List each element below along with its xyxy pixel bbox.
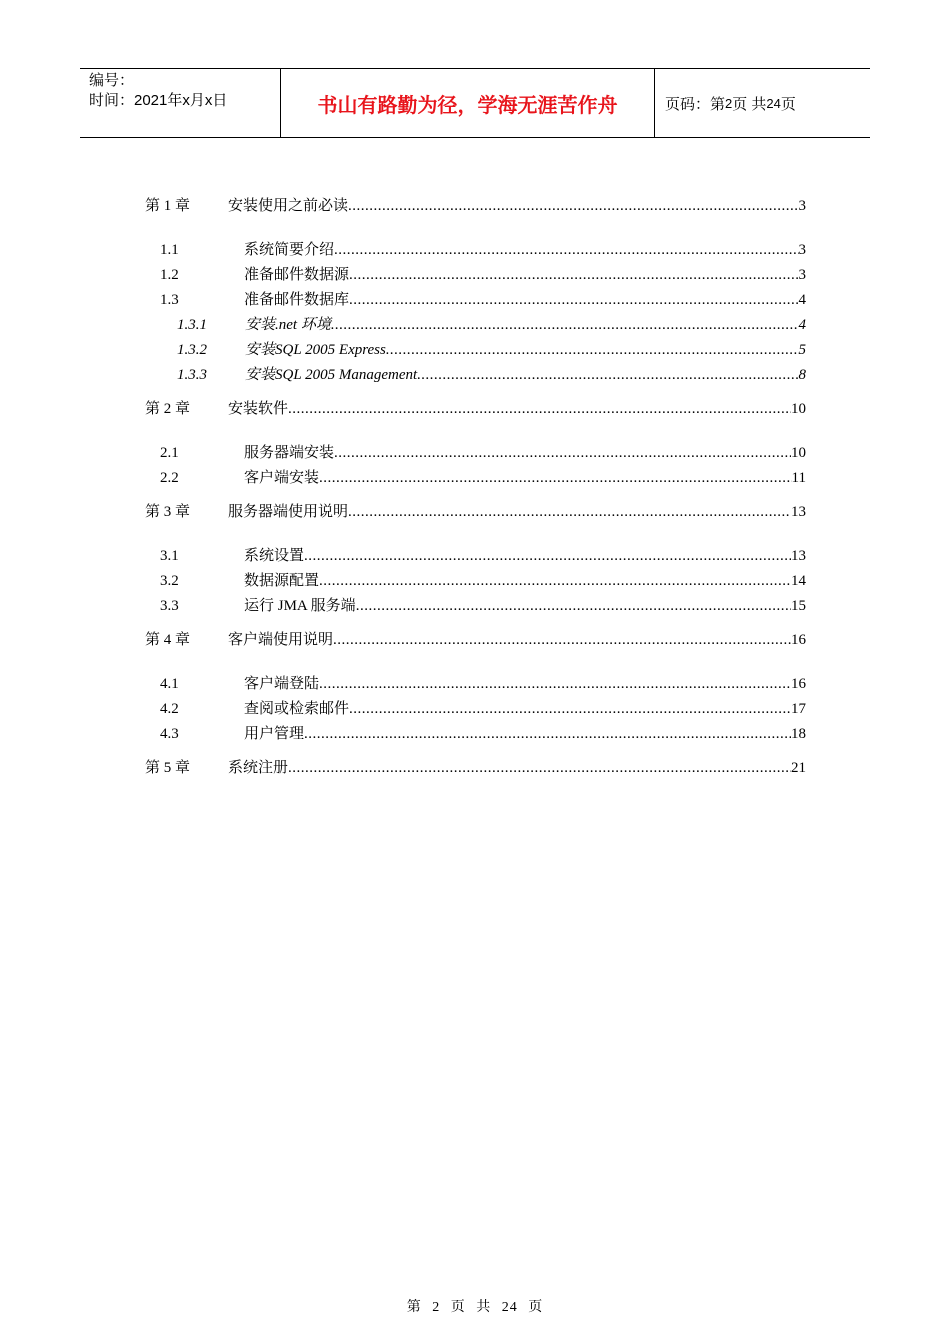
toc-entry[interactable] — [145, 544, 806, 566]
toc-entry-page: 8 — [798, 367, 806, 383]
page-mid: 页 共 — [732, 95, 767, 113]
toc-leader-dots — [348, 198, 798, 215]
time-label: 时间：2021年x月x日 — [89, 92, 228, 109]
toc-entry-page: 18 — [791, 726, 806, 742]
page-total: 24 — [766, 95, 781, 111]
toc-entry-title: 服务器端安装 — [244, 445, 335, 461]
toc-leader-dots — [288, 760, 791, 777]
toc-entry-page: 17 — [791, 701, 806, 717]
toc-entry[interactable] — [145, 466, 806, 488]
toc-leader-dots — [331, 317, 799, 334]
toc-entry[interactable] — [145, 363, 806, 385]
toc-entry[interactable] — [145, 288, 806, 310]
toc-entry-number: 第 1 章 — [145, 198, 191, 214]
toc-leader-dots — [334, 445, 791, 462]
toc-entry-number: 第 5 章 — [145, 760, 191, 776]
toc-entry-number: 3.2 — [160, 573, 179, 589]
page-suffix: 页 — [780, 95, 796, 113]
header-page-info — [655, 69, 870, 137]
toc-entry-page: 3 — [798, 198, 806, 214]
toc-entry-title: 客户端使用说明 — [228, 632, 334, 648]
page-current: 2 — [725, 95, 733, 111]
toc-entry-page: 15 — [791, 598, 806, 614]
toc-leader-dots — [333, 632, 791, 649]
footer-mid1: 页 — [450, 1300, 466, 1315]
header-motto: 书山有路勤为径，学海无涯苦作舟 — [281, 69, 655, 137]
footer-total: 24 — [501, 1300, 518, 1315]
toc-entry[interactable] — [145, 594, 806, 616]
toc-entry[interactable] — [145, 338, 806, 360]
toc-entry-number: 1.2 — [160, 267, 179, 283]
toc-entry-number: 2.1 — [160, 445, 179, 461]
toc-entry-number: 4.3 — [160, 726, 179, 742]
toc-entry[interactable] — [145, 569, 806, 591]
toc-entry[interactable] — [145, 263, 806, 285]
toc-entry-number: 4.2 — [160, 701, 179, 717]
toc-entry-title: 系统注册 — [228, 760, 289, 776]
header-meta — [80, 69, 281, 137]
toc-entry-number: 1.1 — [160, 242, 179, 258]
toc-entry[interactable] — [145, 756, 806, 778]
toc-entry-title: 系统设置 — [244, 548, 305, 564]
toc-entry-page: 3 — [798, 242, 806, 258]
toc-entry-page: 4 — [798, 292, 806, 308]
toc-leader-dots — [319, 573, 791, 590]
page-label: 页码：第 — [665, 95, 726, 113]
toc-leader-dots — [349, 292, 798, 309]
toc-entry-page: 10 — [791, 445, 806, 461]
toc-entry[interactable] — [145, 194, 806, 216]
toc-leader-dots — [304, 726, 791, 743]
toc-leader-dots — [348, 504, 791, 521]
toc-leader-dots — [349, 701, 791, 718]
toc-entry[interactable] — [145, 397, 806, 419]
toc-entry-page: 4 — [798, 317, 806, 333]
toc-entry-title: 安装.net 环境 — [245, 317, 331, 333]
footer-post: 页 — [528, 1300, 544, 1315]
toc-entry-page: 21 — [791, 760, 806, 776]
toc-entry-number: 4.1 — [160, 676, 179, 692]
toc-entry-number: 2.2 — [160, 470, 179, 486]
toc-entry-number: 3.3 — [160, 598, 179, 614]
toc-leader-dots — [319, 470, 792, 487]
footer-pre: 第 — [406, 1300, 422, 1315]
toc-entry-number: 1.3.2 — [177, 342, 207, 358]
toc-entry-title: 数据源配置 — [244, 573, 320, 589]
toc-entry-title: 用户管理 — [244, 726, 305, 742]
footer-mid2: 共 — [476, 1300, 492, 1315]
toc-leader-dots — [319, 676, 791, 693]
toc-entry-page: 16 — [791, 676, 806, 692]
toc-entry[interactable] — [145, 628, 806, 650]
toc-entry-title: 准备邮件数据源 — [244, 267, 350, 283]
toc-entry-title: 客户端登陆 — [244, 676, 320, 692]
toc-entry[interactable] — [145, 441, 806, 463]
toc-entry[interactable] — [145, 697, 806, 719]
toc-leader-dots — [356, 598, 791, 615]
toc-entry-page: 11 — [791, 470, 806, 486]
toc-entry-page: 10 — [791, 401, 806, 417]
toc-entry-number: 1.3.3 — [177, 367, 207, 383]
toc-entry[interactable] — [145, 500, 806, 522]
toc-entry-title: 客户端安装 — [244, 470, 320, 486]
toc-entry-title: 安装SQL 2005 Express — [245, 342, 386, 358]
toc-entry-number: 1.3 — [160, 292, 179, 308]
toc-leader-dots — [304, 548, 791, 565]
toc-entry-number: 第 3 章 — [145, 504, 191, 520]
toc-entry-title: 安装SQL 2005 Management — [245, 367, 418, 383]
toc-leader-dots — [334, 242, 798, 259]
toc-entry-title: 准备邮件数据库 — [244, 292, 350, 308]
toc-entry-title: 系统简要介绍 — [244, 242, 335, 258]
toc-entry-page: 3 — [798, 267, 806, 283]
page-header — [80, 68, 870, 138]
toc-entry[interactable] — [145, 238, 806, 260]
toc-entry-page: 5 — [798, 342, 806, 358]
toc-leader-dots — [288, 401, 791, 418]
toc-leader-dots — [386, 342, 799, 359]
number-label: 编号： — [89, 72, 135, 89]
toc-entry-number: 第 4 章 — [145, 632, 191, 648]
toc-leader-dots — [417, 367, 798, 384]
toc-entry[interactable] — [145, 722, 806, 744]
toc-entry-number: 1.3.1 — [177, 317, 207, 333]
toc-entry[interactable] — [145, 313, 806, 335]
toc-entry-page: 16 — [791, 632, 806, 648]
toc-entry-number: 第 2 章 — [145, 401, 191, 417]
toc-entry-title: 服务器端使用说明 — [228, 504, 349, 520]
page-footer — [0, 1296, 950, 1316]
footer-current: 2 — [432, 1300, 441, 1315]
toc-entry-title: 查阅或检索邮件 — [244, 701, 350, 717]
toc-entry-page: 13 — [791, 504, 806, 520]
toc-entry-number: 3.1 — [160, 548, 179, 564]
toc-leader-dots — [349, 267, 798, 284]
toc-entry-page: 13 — [791, 548, 806, 564]
toc-entry-title: 安装软件 — [228, 401, 289, 417]
toc-entry[interactable] — [145, 672, 806, 694]
toc-entry-title: 安装使用之前必读 — [228, 198, 349, 214]
toc-entry-title: 运行 JMA 服务端 — [244, 598, 356, 614]
toc-entry-page: 14 — [791, 573, 806, 589]
